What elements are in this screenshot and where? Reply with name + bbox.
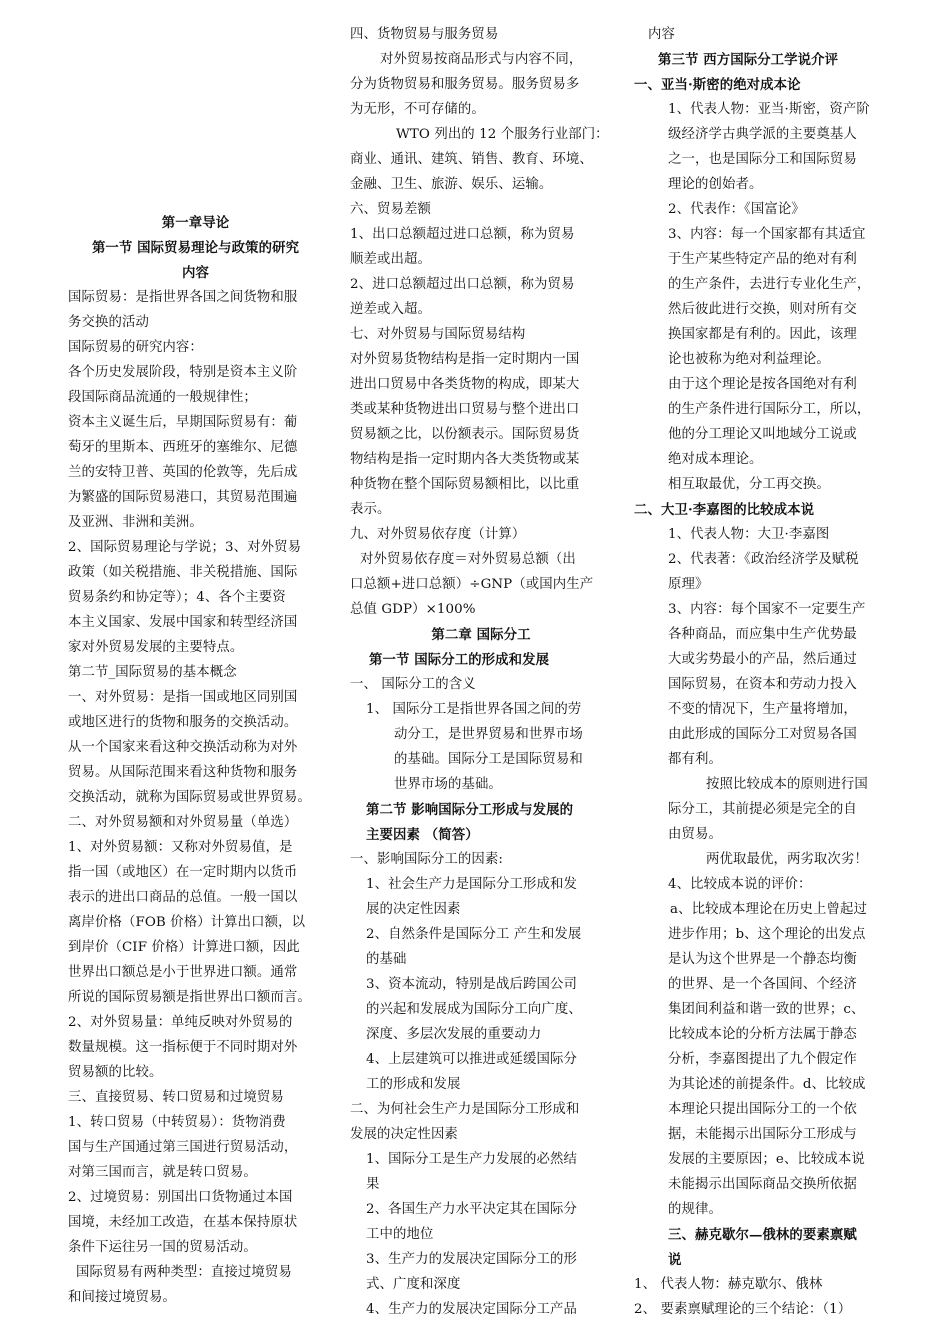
text-line: 4、生产力的发展决定国际分工产品 [366,1302,577,1317]
text-line: 3、内容：每个国家不一定要生产 [668,602,866,617]
text-line: WTO 列出的 12 个服务行业部门： [396,127,609,142]
text-line: 式、广度和深度 [366,1277,461,1292]
text-line: 绝对成本理论。 [668,452,763,467]
text-line: 2、自然条件是国际分工 产生和发展 [366,927,582,942]
text-line: 他的分工理论又叫地域分工说或 [668,427,857,442]
text-line: 大或劣势最小的产品，然后通过 [668,652,857,667]
text-line: 际分工，其前提必须是完全的自 [668,802,857,817]
text-line: 金融、卫生、旅游、娱乐、运输。 [350,177,553,192]
text-line: 和间接过境贸易。 [68,1290,176,1305]
text-line: 总值 GDP）×100% [350,602,476,617]
section-heading: 内容 [182,265,209,281]
text-line: 口总额+进口总额）÷GNP（或国内生产 [350,577,594,592]
text-line: 一、对外贸易：是指一国或地区同别国 [68,690,298,705]
text-line: 各种商品，而应集中生产优势最 [668,627,857,642]
text-line: 1、代表人物：亚当·斯密，资产阶 [668,102,870,117]
text-line: 展的决定性因素 [366,902,461,917]
text-line: 级经济学古典学派的主要奠基人 [668,127,857,142]
text-line: 1、 国际分工是指世界各国之间的劳 [366,702,582,717]
text-line: 的基础。国际分工是国际贸易和 [394,752,583,767]
section-heading: 主要因素 （简答） [366,827,479,843]
section-heading: 第一章导论 [161,215,230,231]
text-line: 工中的地位 [366,1227,434,1242]
text-line: 工的形成和发展 [366,1077,461,1092]
text-line: 表示的进出口商品的总值。一般一国以 [68,890,298,905]
text-line: 九、对外贸易依存度（计算） [350,527,526,542]
text-line: 的生产条件，去进行专业化生产， [668,277,871,292]
text-line: 2、 要素禀赋理论的三个结论：（1） [634,1302,852,1317]
text-line: 不变的情况下，生产量将增加， [668,702,857,717]
text-line: 深度、多层次发展的重要动力 [366,1027,542,1042]
text-line: 各个历史发展阶段，特别是资本主义阶 [68,365,298,380]
text-line: 3、生产力的发展决定国际分工的形 [366,1252,577,1267]
text-line: 内容 [648,27,675,42]
text-line: 国际贸易有两种类型：直接过境贸易 [76,1265,292,1280]
text-line: 六、贸易差额 [350,202,431,217]
text-line: 2、对外贸易量：单纯反映对外贸易的 [68,1015,293,1030]
text-line: 进步作用；b、这个理论的出发点 [668,927,866,942]
text-line: 相互取最优，分工再交换。 [668,477,830,492]
text-line: 1、对外贸易额：又称对外贸易值，是 [68,840,293,855]
text-line: 本理论只提出国际分工的一个依 [668,1102,857,1117]
text-line: 都有利。 [668,752,722,767]
text-line: 种货物在整个国际贸易额相比，以比重 [350,477,580,492]
text-line: a、比较成本理论在历史上曾起过 [670,902,867,917]
text-line: 的世界、是一个各国间、个经济 [668,977,857,992]
text-line: 国际贸易的研究内容： [68,340,203,355]
text-line: 到岸价（CIF 价格）计算进口额，因此 [68,940,300,955]
text-line: 贸易额之比，以份额表示。国际贸易货 [350,427,580,442]
text-line: 萄牙的里斯本、西班牙的塞维尔、尼德 [68,440,298,455]
text-line: 2、各国生产力水平决定其在国际分 [366,1202,577,1217]
text-line: 世界市场的基础。 [394,777,502,792]
text-line: 离岸价格（FOB 价格）计算出口额，以 [68,915,306,930]
text-line: 发展的决定性因素 [350,1127,458,1142]
text-line: 是认为这个世界是一个静态均衡 [668,952,857,967]
text-line: 之一，也是国际分工和国际贸易 [668,152,857,167]
text-line: 指一国（或地区）在一定时期内以货币 [68,865,298,880]
text-line: 段国际商品流通的一般规律性； [68,390,257,405]
text-line: 3、资本流动，特别是战后跨国公司 [366,977,577,992]
text-line: 贸易。从国际范围来看这种货物和服务 [68,765,298,780]
section-heading: 第二章 国际分工 [431,627,531,643]
text-line: 1、 代表人物：赫克歇尔、俄林 [634,1277,823,1292]
section-heading: 说 [668,1252,682,1268]
text-line: 4、比较成本说的评价： [668,877,812,892]
text-line: 对外贸易货物结构是指一定时期内一国 [350,352,580,367]
text-line: 七、对外贸易与国际贸易结构 [350,327,526,342]
text-line: 顺差或出超。 [350,252,431,267]
text-line: 兰的安特卫普、英国的伦敦等，先后成 [68,465,298,480]
text-line: 1、国际分工是生产力发展的必然结 [366,1152,577,1167]
text-line: 未能揭示出国际商品交换所依据 [668,1177,857,1192]
text-line: 为繁盛的国际贸易港口，其贸易范围遍 [68,490,298,505]
text-line: 及亚洲、非洲和美洲。 [68,515,203,530]
section-heading: 第一节 国际分工的形成和发展 [369,652,550,668]
text-line: 1、代表人物：大卫·李嘉图 [668,527,830,542]
text-line: 务交换的活动 [68,315,149,330]
text-line: 贸易条约和协定等）；4、各个主要资 [68,590,286,605]
text-line: 的兴起和发展成为国际分工向广度、 [366,1002,582,1017]
text-line: 于生产某些特定产品的绝对有利 [668,252,857,267]
text-line: 二、为何社会生产力是国际分工形成和 [350,1102,580,1117]
text-line: 为无形，不可存储的。 [350,102,485,117]
text-line: 国与生产国通过第三国进行贸易活动， [68,1140,298,1155]
section-heading: 第三节 西方国际分工学说介评 [658,52,839,68]
text-line: 由贸易。 [668,827,722,842]
text-line: 2、过境贸易：别国出口货物通过本国 [68,1190,293,1205]
text-line: 由此形成的国际分工对贸易各国 [668,727,857,742]
text-line: 1、转口贸易（中转贸易）：货物消费 [68,1115,286,1130]
text-line: 3、内容：每一个国家都有其适宜 [668,227,866,242]
text-line: 由于这个理论是按各国绝对有利 [668,377,857,392]
text-line: 1、出口总额超过进口总额，称为贸易 [350,227,575,242]
text-line: 一、影响国际分工的因素: [350,852,504,867]
text-line: 的生产条件进行国际分工，所以， [668,402,871,417]
text-line: 然后彼此进行交换，则对所有交 [668,302,857,317]
text-line: 政策（如关税措施、非关税措施、国际 [68,565,298,580]
text-line: 比较成本论的分析方法属于静态 [668,1027,857,1042]
text-line: 世界出口额总是小于世界进口额。通常 [68,965,298,980]
text-line: 换国家都是有利的。因此，该理 [668,327,857,342]
text-line: 条件下运往另一国的贸易活动。 [68,1240,257,1255]
text-line: 果 [366,1177,380,1192]
text-line: 交换活动，就称为国际贸易或世界贸易。 [68,790,311,805]
text-line: 国际贸易：是指世界各国之间货物和服 [68,290,298,305]
text-line: 对外贸易依存度＝对外贸易总额（出 [360,552,576,567]
text-line: 二、对外贸易额和对外贸易量（单选） [68,815,298,830]
text-line: 发展的主要原因；e、比较成本说 [668,1152,865,1167]
section-heading: 二、大卫·李嘉图的比较成本说 [634,502,815,518]
text-line: 2、代表著：《政治经济学及赋税 [668,552,859,567]
text-line: 两优取最优，两劣取次劣！ [706,852,868,867]
text-line: 第二节_国际贸易的基本概念 [68,665,237,680]
text-line: 论也被称为绝对利益理论。 [668,352,830,367]
text-line: 的基础 [366,952,407,967]
section-heading: 一、亚当·斯密的绝对成本论 [634,77,801,93]
text-line: 2、进口总额超过出口总额，称为贸易 [350,277,575,292]
text-line: 对第三国而言，就是转口贸易。 [68,1165,257,1180]
text-line: 资本主义诞生后，早期国际贸易有：葡 [68,415,298,430]
text-line: 理论的创始者。 [668,177,763,192]
text-line: 为其论述的前提条件。d、比较成 [668,1077,866,1092]
text-line: 原理》 [668,577,709,592]
text-line: 逆差或入超。 [350,302,431,317]
text-line: 所说的国际贸易额是指世界出口额而言。 [68,990,311,1005]
section-heading: 三、赫克歇尔—俄林的要素禀赋 [668,1227,857,1243]
text-line: 1、社会生产力是国际分工形成和发 [366,877,577,892]
text-line: 物结构是指一定时期内各大类货物或某 [350,452,580,467]
text-line: 分析，李嘉图提出了九个假定作 [668,1052,857,1067]
text-line: 据，未能揭示出国际分工形成与 [668,1127,857,1142]
text-line: 四、货物贸易与服务贸易 [350,27,499,42]
text-line: 国际贸易，在资本和劳动力投入 [668,677,857,692]
text-line: 一、 国际分工的含义 [350,677,476,692]
text-line: 2、国际贸易理论与学说；3、对外贸易 [68,540,302,555]
text-line: 国境，未经加工改造，在基本保持原状 [68,1215,298,1230]
text-line: 贸易额的比较。 [68,1065,163,1080]
text-line: 类或某种货物进出口贸易与整个进出口 [350,402,580,417]
text-line: 对外贸易按商品形式与内容不同， [380,52,583,67]
text-line: 数量规模。这一指标便于不同时期对外 [68,1040,298,1055]
text-line: 进出口贸易中各类货物的构成，即某大 [350,377,580,392]
text-line: 分为货物贸易和服务贸易。服务贸易多 [350,77,580,92]
text-line: 商业、通讯、建筑、销售、教育、环境、 [350,152,593,167]
text-line: 动分工，是世界贸易和世界市场 [394,727,583,742]
section-heading: 第二节 影响国际分工形成与发展的 [366,802,574,818]
text-line: 按照比较成本的原则进行国 [706,777,868,792]
text-line: 表示。 [350,502,391,517]
text-line: 的规律。 [668,1202,722,1217]
text-line: 家对外贸易发展的主要特点。 [68,640,244,655]
text-line: 4、上层建筑可以推进或延缓国际分 [366,1052,577,1067]
section-heading: 第一节 国际贸易理论与政策的研究 [91,240,300,256]
text-line: 集团间利益和谐一致的世界；c、 [668,1002,865,1017]
text-line: 或地区进行的货物和服务的交换活动。 [68,715,298,730]
text-line: 三、直接贸易、转口贸易和过境贸易 [68,1090,284,1105]
text-line: 从一个国家来看这种交换活动称为对外 [68,740,298,755]
text-line: 2、代表作：《国富论》 [668,202,805,217]
text-line: 本主义国家、发展中国家和转型经济国 [68,615,298,630]
